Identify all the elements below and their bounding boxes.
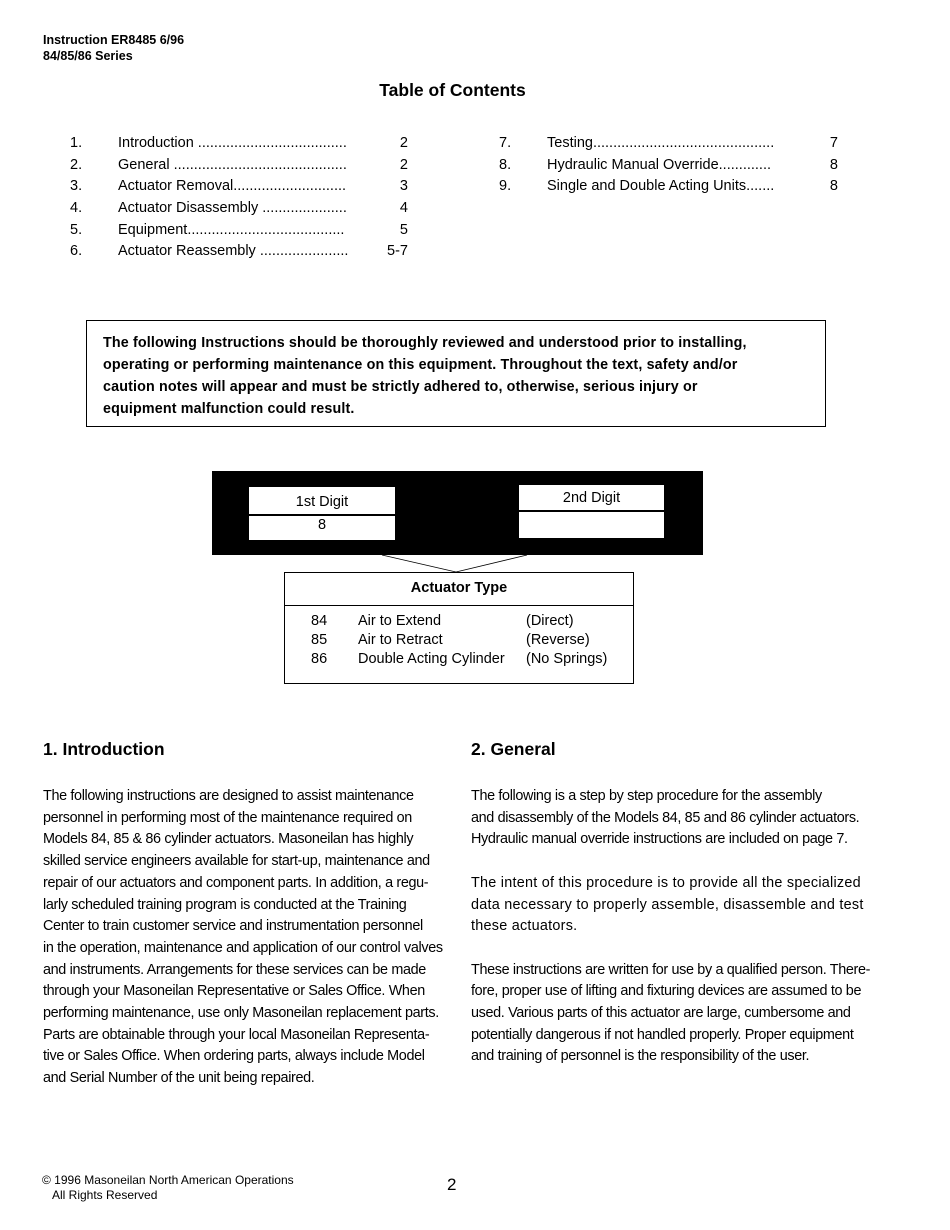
introduction-paragraph: [43, 786, 453, 1090]
toc-left-column: [70, 133, 408, 263]
actuator-type-table: [284, 572, 634, 684]
series-label: 84/85/86 Series: [43, 49, 133, 63]
toc-entry-label: Actuator Disassembly .....................: [118, 200, 347, 217]
second-digit-box: [518, 484, 665, 539]
text-line: and Serial Number of the unit being repaired.: [43, 1070, 315, 1087]
actuator-type-title: Actuator Type: [410, 580, 508, 596]
text-line: in the operation, maintenance and application of our control valves: [43, 939, 443, 956]
toc-entry-page: 8: [829, 178, 838, 195]
connector-line-right: [456, 555, 527, 572]
general-heading: 2. General: [471, 739, 556, 759]
connector-line-left: [382, 555, 456, 572]
warning-line: equipment malfunction could result.: [103, 401, 355, 417]
toc-entry-page: 3: [399, 178, 408, 195]
text-line: used. Various parts of this actuator are large, cumbersome and: [471, 1005, 851, 1021]
toc-entry[interactable]: [499, 155, 838, 177]
toc-entry-number: 8.: [499, 156, 512, 173]
toc-entry-page: 8: [829, 156, 838, 173]
copyright-text: © 1996 Masoneilan North American Operations: [42, 1173, 294, 1187]
warning-line: operating or performing maintenance on this equipment. Throughout the text, safety and/or: [103, 357, 738, 373]
toc-entry-number: 1.: [70, 135, 83, 151]
text-line: These instructions are written for use by a qualified person. There-: [471, 961, 871, 978]
type-code: 85: [311, 632, 328, 648]
text-line: through your Masoneilan Representative or Sales Office. When: [43, 983, 425, 1000]
toc-entry-label: Testing.............................................: [547, 135, 775, 151]
toc-entry[interactable]: [70, 198, 408, 220]
text-line: The intent of this procedure is to provide all the specialized: [471, 874, 861, 891]
text-line: these actuators.: [471, 918, 578, 935]
actuator-type-divider: [285, 605, 633, 606]
toc-entry[interactable]: [70, 155, 408, 177]
toc-right-column: [499, 133, 838, 198]
text-line: personnel in performing most of the maintenance required on: [43, 809, 412, 826]
text-line: Models 84, 85 & 86 cylinder actuators. Masoneilan has highly: [43, 831, 414, 848]
toc-entry-label: Actuator Removal............................: [118, 178, 347, 195]
text-line: larly scheduled training program is conducted at the Training: [43, 896, 407, 913]
toc-entry[interactable]: [70, 176, 408, 198]
copyright-footer: [42, 1173, 294, 1203]
toc-entry-label: Hydraulic Manual Override.............: [547, 156, 772, 173]
toc-entry-number: 6.: [70, 243, 83, 260]
text-line: and disassembly of the Models 84, 85 and 86 cylinder actuators.: [471, 809, 860, 826]
toc-entry-label: Introduction .....................................: [118, 135, 347, 151]
text-line: The following instructions are designed to assist maintenance: [43, 788, 414, 804]
type-note: (No Springs): [526, 651, 608, 667]
toc-entry[interactable]: [70, 133, 408, 155]
toc-entry-number: 3.: [70, 178, 83, 195]
model-code-bar: [212, 471, 703, 555]
type-note: (Direct): [526, 613, 574, 629]
introduction-heading: 1. Introduction: [43, 739, 165, 759]
actuator-type-row: [285, 650, 633, 669]
type-name: Air to Extend: [358, 613, 442, 629]
first-digit-label: 1st Digit: [295, 494, 349, 510]
page-number: 2: [447, 1175, 457, 1194]
type-note: (Reverse): [526, 632, 590, 648]
warning-line: caution notes will appear and must be strictly adhered to, otherwise, serious injury or: [103, 379, 698, 395]
toc-entry[interactable]: [499, 133, 838, 155]
toc-entry-page: 7: [829, 135, 838, 151]
text-line: Hydraulic manual override instructions are included on page 7.: [471, 831, 848, 848]
type-code: 84: [311, 613, 328, 629]
rights-text: All Rights Reserved: [52, 1188, 158, 1202]
instruction-number: Instruction ER8485 6/96: [43, 33, 185, 47]
toc-entry-number: 4.: [70, 200, 83, 217]
toc-entry[interactable]: [499, 176, 838, 198]
text-line: Center to train customer service and instrumentation personnel: [43, 918, 423, 935]
text-line: data necessary to properly assemble, disassemble and test: [471, 896, 864, 913]
general-body: [471, 786, 896, 1068]
second-digit-label: 2nd Digit: [562, 490, 621, 506]
text-line: fore, proper use of lifting and fixturing devices are assumed to be: [471, 983, 862, 1000]
toc-entry-number: 5.: [70, 221, 83, 238]
type-name: Double Acting Cylinder: [358, 651, 505, 667]
type-code: 86: [311, 651, 328, 667]
toc-entry-page: 4: [399, 200, 408, 217]
safety-warning-box: [86, 320, 826, 427]
text-line: performing maintenance, use only Masoneilan replacement parts.: [43, 1005, 439, 1022]
toc-entry-label: Equipment.......................................: [118, 221, 345, 238]
toc-title: Table of Contents: [379, 80, 526, 100]
toc-entry[interactable]: [70, 241, 408, 263]
text-line: The following is a step by step procedure for the assembly: [471, 788, 822, 804]
toc-entry-label: Single and Double Acting Units.......: [547, 178, 775, 195]
toc-entry-number: 9.: [499, 178, 512, 195]
text-line: and instruments. Arrangements for these services can be made: [43, 961, 426, 978]
type-name: Air to Retract: [358, 632, 443, 648]
document-header: [43, 32, 184, 64]
toc-entry-page: 2: [399, 135, 408, 151]
actuator-type-row: [285, 612, 633, 631]
general-paragraph-2: [471, 873, 896, 938]
toc-entry-number: 2.: [70, 156, 83, 173]
first-digit-divider: [249, 514, 395, 516]
toc-entry-number: 7.: [499, 135, 512, 151]
text-line: potentially dangerous if not handled properly. Proper equipment: [471, 1026, 854, 1043]
general-paragraph-1: [471, 786, 896, 851]
first-digit-box: [248, 486, 396, 541]
general-paragraph-3: [471, 960, 896, 1069]
actuator-type-row: [285, 631, 633, 650]
text-line: tive or Sales Office. When ordering parts, always include Model: [43, 1048, 425, 1065]
text-line: and training of personnel is the responsibility of the user.: [471, 1048, 810, 1065]
first-digit-value: 8: [317, 517, 327, 533]
text-line: Parts are obtainable through your local Masoneilan Representa-: [43, 1026, 430, 1043]
text-line: skilled service engineers available for start-up, maintenance and: [43, 853, 430, 870]
toc-entry-page: 5-7: [387, 243, 408, 260]
introduction-body: [43, 786, 453, 1090]
toc-entry[interactable]: [70, 220, 408, 242]
toc-entry-page: 5: [399, 221, 408, 238]
warning-line: The following Instructions should be thoroughly reviewed and understood prior to installing,: [103, 335, 747, 351]
second-digit-divider: [519, 510, 664, 512]
toc-entry-page: 2: [399, 156, 408, 173]
toc-entry-label: General ...........................................: [118, 156, 347, 173]
toc-entry-label: Actuator Reassembly ......................: [118, 243, 349, 260]
text-line: repair of our actuators and component parts. In addition, a regu-: [43, 874, 429, 891]
